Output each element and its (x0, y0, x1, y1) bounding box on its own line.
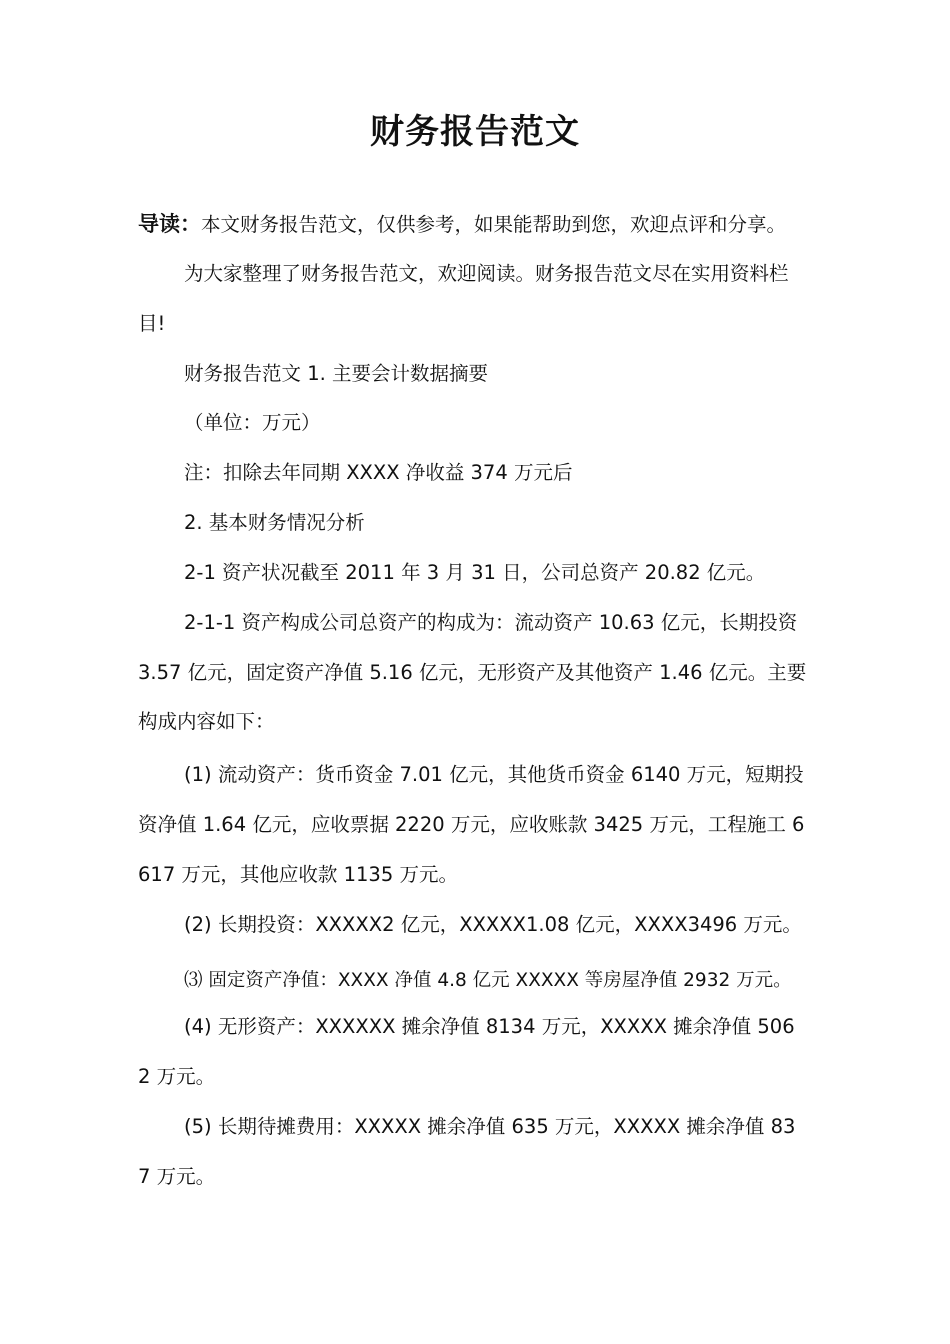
intro-paragraph (138, 211, 786, 238)
intro-label: 导读： (138, 212, 201, 236)
paragraph-line: (5) 长期待摊费用：XXXXX 摊余净值 635 万元，XXXXX 摊余净值 83 (184, 1115, 796, 1138)
paragraph-line: ⑶ 固定资产净值：XXXX 净值 4.8 亿元 XXXXX 等房屋净值 2932 万元。 (184, 970, 792, 991)
paragraph-line: 2-1 资产状况截至 2011 年 3 月 31 日，公司总资产 20.82 亿元。 (184, 561, 766, 584)
paragraph-line: (4) 无形资产：XXXXXX 摊余净值 8134 万元，XXXXX 摊余净值 506 (184, 1015, 795, 1038)
paragraph-line: 3.57 亿元，固定资产净值 5.16 亿元，无形资产及其他资产 1.46 亿元。主要 (138, 661, 807, 684)
paragraph-line: (2) 长期投资：XXXXX2 亿元，XXXXX1.08 亿元，XXXX3496 万元。 (184, 913, 802, 936)
paragraph-line: 617 万元，其他应收款 1135 万元。 (138, 863, 458, 886)
section-heading: 财务报告范文 1. 主要会计数据摘要 (184, 362, 489, 385)
paragraph-line: 注：扣除去年同期 XXXX 净收益 374 万元后 (184, 461, 573, 484)
paragraph-line: 2 万元。 (138, 1065, 216, 1088)
paragraph-line: 7 万元。 (138, 1165, 216, 1188)
paragraph-line: 2-1-1 资产构成公司总资产的构成为：流动资产 10.63 亿元，长期投资 (184, 611, 798, 634)
paragraph-line: (1) 流动资产：货币资金 7.01 亿元，其他货币资金 6140 万元，短期投 (184, 763, 804, 786)
paragraph-line: 目! (138, 312, 166, 335)
paragraph-line: 资净值 1.64 亿元，应收票据 2220 万元，应收账款 3425 万元，工程施工 6 (138, 813, 805, 836)
section-heading: 2. 基本财务情况分析 (184, 511, 365, 534)
paragraph-line: 构成内容如下： (138, 710, 275, 733)
paragraph-line: 为大家整理了财务报告范文，欢迎阅读。财务报告范文尽在实用资料栏 (184, 262, 789, 285)
document-title: 财务报告范文 (370, 112, 580, 152)
intro-text: 本文财务报告范文，仅供参考，如果能帮助到您，欢迎点评和分享。 (201, 213, 787, 236)
paragraph-line: （单位：万元） (184, 411, 321, 434)
